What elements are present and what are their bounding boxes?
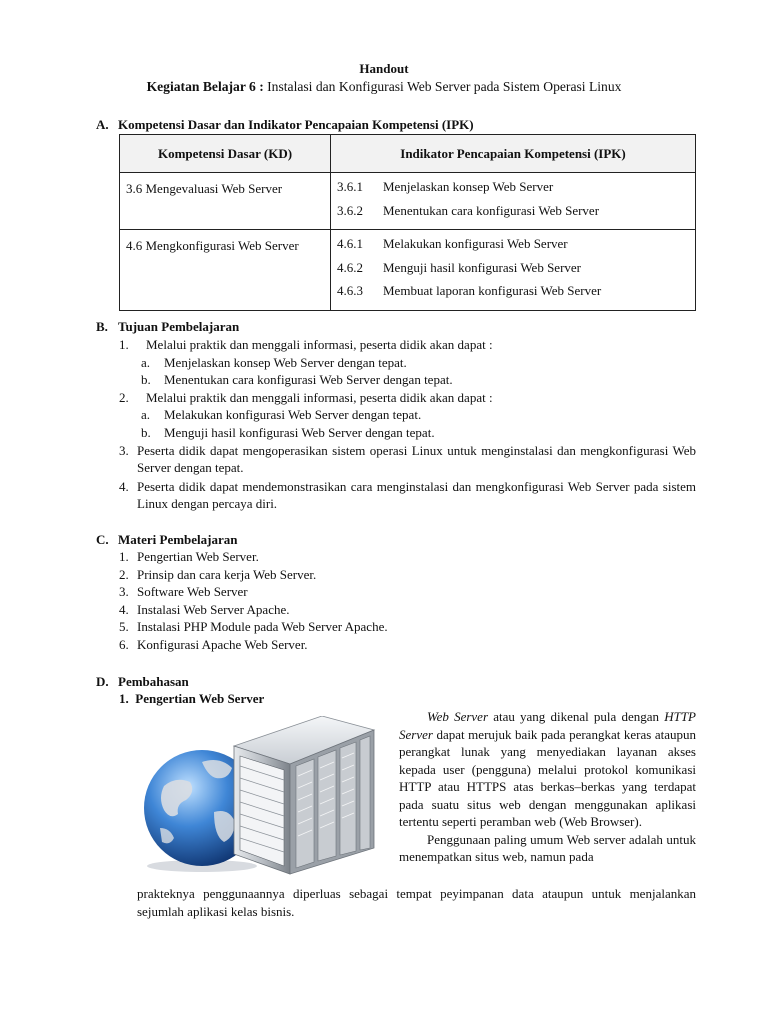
section-a-heading (96, 116, 474, 134)
item-number: 2. (119, 389, 129, 405)
ipk-item (337, 235, 689, 259)
list-item (119, 389, 696, 407)
item-text: Instalasi Web Server Apache. (137, 601, 290, 617)
section-b-letter: B. (96, 319, 108, 334)
section-d-letter: D. (96, 674, 109, 689)
ipk-text: Menguji hasil konfigurasi Web Server (383, 259, 582, 275)
ipk-number: 4.6.1 (337, 236, 363, 251)
item-number: 1. (119, 337, 129, 352)
section-a-letter: A. (96, 117, 109, 132)
list-subitem (119, 424, 696, 442)
list-subitem (119, 406, 696, 424)
item-text: Pengertian Web Server. (137, 549, 259, 564)
paragraph-text: dapat merujuk baik pada perangkat keras ataupun perangkat lunak yang menyediakan layanan akses kepada user (pengguna) melalui protokol komunikasi HTTP atau HTTPS atas berkas–berkas yang terdapat pada suatu situs web dengan menggunakan aplikasi tertentu seperti peramban web (Web Browser). (399, 726, 696, 829)
kd-cell: 4.6 Mengkonfigurasi Web Server (120, 230, 331, 311)
ipk-text: Membuat laporan konfigurasi Web Server (383, 283, 602, 298)
ipk-text: Menentukan cara konfigurasi Web Server (383, 202, 600, 218)
subitem-letter: b. (141, 424, 151, 440)
table-row (120, 173, 696, 230)
ipk-item (337, 178, 689, 202)
list-item (119, 583, 696, 601)
section-c-letter: C. (96, 532, 109, 547)
subitem-text: Menentukan cara konfigurasi Web Server dengan tepat. (164, 372, 453, 387)
subitem-text: Menjelaskan konsep Web Server dengan tepat. (164, 354, 407, 370)
paragraph-text: Penggunaan paling umum Web server adalah untuk menempatkan situs web, namun pada (399, 831, 696, 864)
section-b-heading (96, 318, 239, 336)
web-server-illustration (142, 716, 378, 876)
table-header-kd: Kompetensi Dasar (KD) (120, 135, 331, 173)
kd-cell: 3.6 Mengevaluasi Web Server (120, 173, 331, 230)
list-item (119, 636, 696, 654)
subitem-letter: a. (141, 354, 151, 370)
server-rack-icon (234, 716, 374, 874)
definition-paragraph (399, 708, 696, 866)
item-text: Instalasi PHP Module pada Web Server Apache. (137, 619, 388, 634)
section-b-title: Tujuan Pembelajaran (118, 319, 240, 334)
item-text: Melalui praktik dan menggali informasi, peserta didik akan dapat : (146, 389, 493, 405)
item-text: Konfigurasi Apache Web Server. (137, 636, 308, 652)
list-item (119, 442, 696, 477)
table-header-ipk: Indikator Pencapaian Kompetensi (IPK) (331, 135, 696, 173)
item-number: 4. (119, 478, 129, 494)
ipk-number: 3.6.1 (337, 179, 363, 194)
list-item (119, 618, 696, 636)
section-d-title: Pembahasan (118, 674, 189, 689)
competency-table (119, 134, 696, 311)
item-number: 4. (119, 601, 129, 617)
ipk-item (337, 259, 689, 283)
item-number: 3. (119, 442, 129, 458)
paragraph-continuation: prakteknya penggunaannya diperluas sebagai tempat peyimpanan data ataupun untuk menjalankan sejumlah aplikasi kelas bisnis. (137, 886, 696, 919)
section-a-title: Kompetensi Dasar dan Indikator Pencapaian Kompetensi (IPK) (118, 117, 474, 132)
list-item (119, 566, 696, 584)
ipk-number: 4.6.3 (337, 283, 363, 298)
item-number: 2. (119, 566, 129, 582)
subitem-text: Menguji hasil konfigurasi Web Server dengan tepat. (164, 424, 435, 440)
subsection-heading: 1. Pengertian Web Server (119, 691, 265, 706)
paragraph-text: atau yang dikenal pula dengan (488, 709, 665, 724)
ipk-text: Melakukan konfigurasi Web Server (383, 236, 568, 251)
subitem-letter: b. (141, 372, 151, 387)
ipk-cell (331, 230, 696, 311)
section-d-heading (96, 673, 189, 691)
subitem-text: Melakukan konfigurasi Web Server dengan tepat. (164, 407, 422, 422)
ipk-number: 3.6.2 (337, 202, 363, 218)
list-item (119, 336, 696, 354)
item-text: Peserta didik dapat mendemonstrasikan cara menginstalasi dan mengkonfigurasi Web Server pada sistem Linux dengan percaya diri. (137, 478, 696, 511)
ipk-cell (331, 173, 696, 230)
materials-list (119, 548, 696, 653)
subtitle-bold: Kegiatan Belajar 6 : (146, 79, 264, 94)
list-subitem (119, 354, 696, 372)
page-title: Handout (359, 61, 409, 76)
section-c-title: Materi Pembelajaran (118, 532, 238, 547)
item-number: 6. (119, 636, 129, 652)
list-item (119, 548, 696, 566)
subtitle-text: Instalasi dan Konfigurasi Web Server pada Sistem Operasi Linux (263, 79, 622, 94)
ipk-number: 4.6.2 (337, 259, 363, 275)
list-subitem (119, 371, 696, 389)
item-number: 1. (119, 549, 129, 564)
term-web-server: Web Server (427, 709, 489, 724)
item-text: Melalui praktik dan menggali informasi, peserta didik akan dapat : (146, 337, 493, 352)
term-http-server: HTTP Server (399, 709, 696, 742)
item-text: Prinsip dan cara kerja Web Server. (137, 566, 317, 582)
section-c-heading (96, 531, 237, 549)
item-text: Peserta didik dapat mengoperasikan sistem operasi Linux untuk menginstalasi dan mengkonfigurasi Web Server dengan tepat. (137, 442, 696, 475)
item-text: Software Web Server (137, 584, 248, 599)
subitem-letter: a. (141, 407, 151, 422)
ipk-text: Menjelaskan konsep Web Server (383, 179, 554, 194)
item-number: 3. (119, 584, 129, 599)
list-item (119, 478, 696, 513)
list-item (119, 601, 696, 619)
ipk-item (337, 202, 689, 226)
page-subtitle (0, 78, 768, 96)
objectives-list (119, 336, 696, 513)
ipk-item (337, 282, 689, 306)
table-row (120, 230, 696, 311)
item-number: 5. (119, 619, 129, 634)
